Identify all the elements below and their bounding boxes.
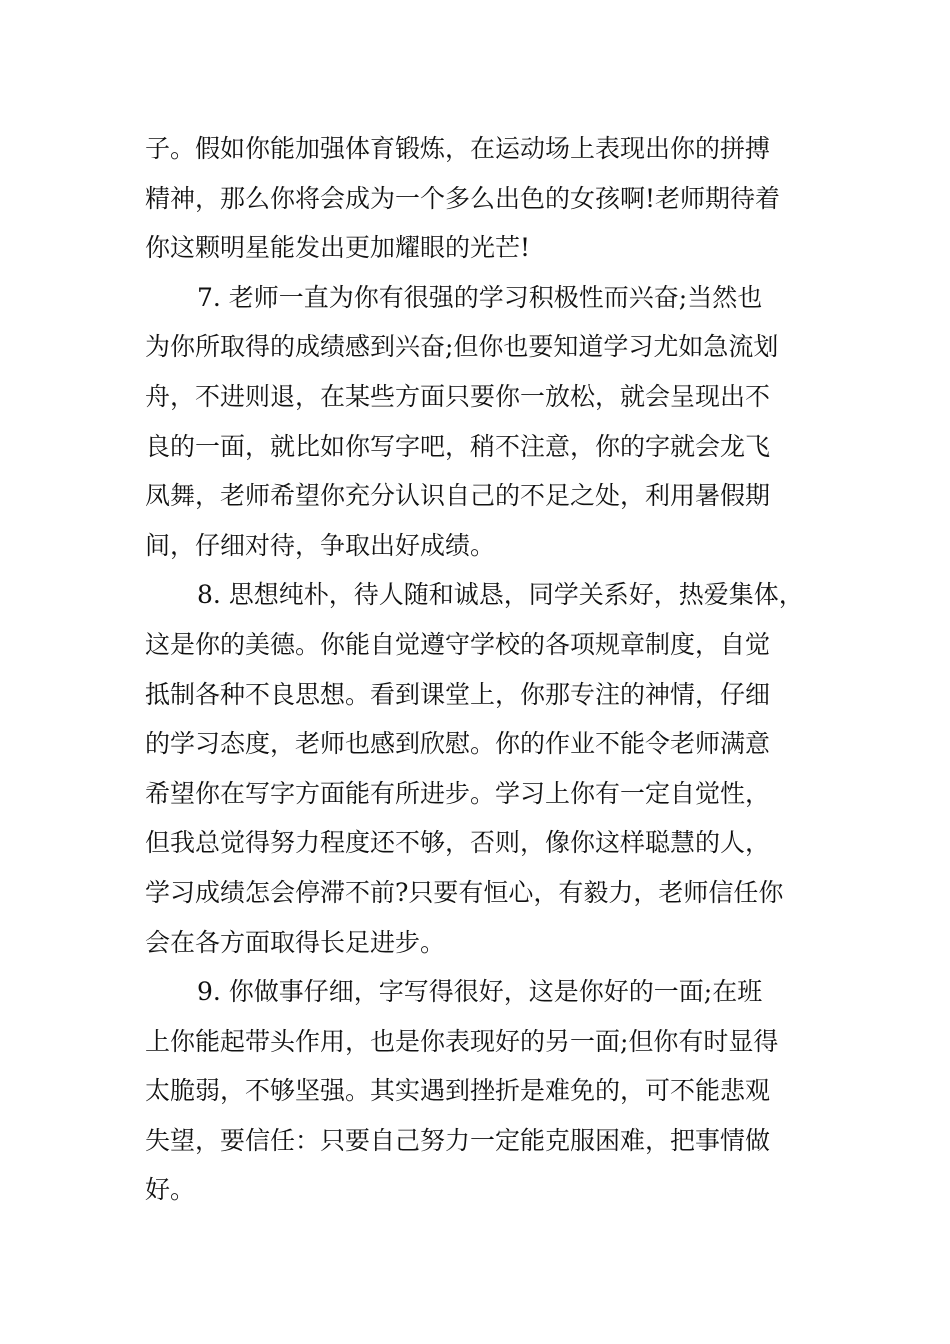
text-line: 这是你的美德。你能自觉遵守学校的各项规章制度，自觉 xyxy=(145,629,771,659)
text-line: 精神，那么你将会成为一个多么出色的女孩啊!老师期待着 xyxy=(145,183,781,213)
text-line: 会在各方面取得长足进步。 xyxy=(145,927,446,957)
text-line: 你这颗明星能发出更加耀眼的光芒! xyxy=(145,233,531,263)
text-line: 为你所取得的成绩感到兴奋;但你也要知道学习尤如急流划 xyxy=(145,332,779,362)
paragraph-continuation xyxy=(145,124,825,273)
text-line: 失望，要信任：只要自己努力一定能克服困难，把事情做 xyxy=(145,1125,771,1155)
text-line: 舟，不进则退，在某些方面只要你一放松，就会呈现出不 xyxy=(145,381,771,411)
text-line: 良的一面，就比如你写字吧，稍不注意，你的字就会龙飞 xyxy=(145,431,771,461)
document-body xyxy=(145,124,825,1215)
text-line: 8. 思想纯朴，待人随和诚恳，同学关系好，热爱集体， xyxy=(197,580,804,610)
paragraph-item-7 xyxy=(145,273,825,571)
text-line: 7. 老师一直为你有很强的学习积极性而兴奋;当然也 xyxy=(197,282,763,312)
text-line: 的学习态度，老师也感到欣慰。你的作业不能令老师满意 xyxy=(145,729,771,759)
text-line: 上你能起带头作用，也是你表现好的另一面;但你有时显得 xyxy=(145,1026,779,1056)
text-line: 学习成绩怎会停滞不前?只要有恒心，有毅力，老师信任你 xyxy=(145,877,784,907)
text-line: 但我总觉得努力程度还不够，否则，像你这样聪慧的人， xyxy=(145,828,771,858)
paragraph-item-8 xyxy=(145,570,825,967)
text-line: 抵制各种不良思想。看到课堂上，你那专注的神情，仔细 xyxy=(145,679,771,709)
text-line: 好。 xyxy=(145,1175,196,1205)
text-line: 太脆弱，不够坚强。其实遇到挫折是难免的，可不能悲观 xyxy=(145,1076,771,1106)
text-line: 间，仔细对待，争取出好成绩。 xyxy=(145,530,496,560)
text-line: 希望你在写字方面能有所进步。学习上你有一定自觉性， xyxy=(145,778,771,808)
text-line: 凤舞，老师希望你充分认识自己的不足之处，利用暑假期 xyxy=(145,481,771,511)
paragraph-item-9 xyxy=(145,967,825,1215)
text-line: 9. 你做事仔细，字写得很好，这是你好的一面;在班 xyxy=(197,977,763,1007)
text-line: 子。假如你能加强体育锻炼，在运动场上表现出你的拼搏 xyxy=(145,134,771,163)
